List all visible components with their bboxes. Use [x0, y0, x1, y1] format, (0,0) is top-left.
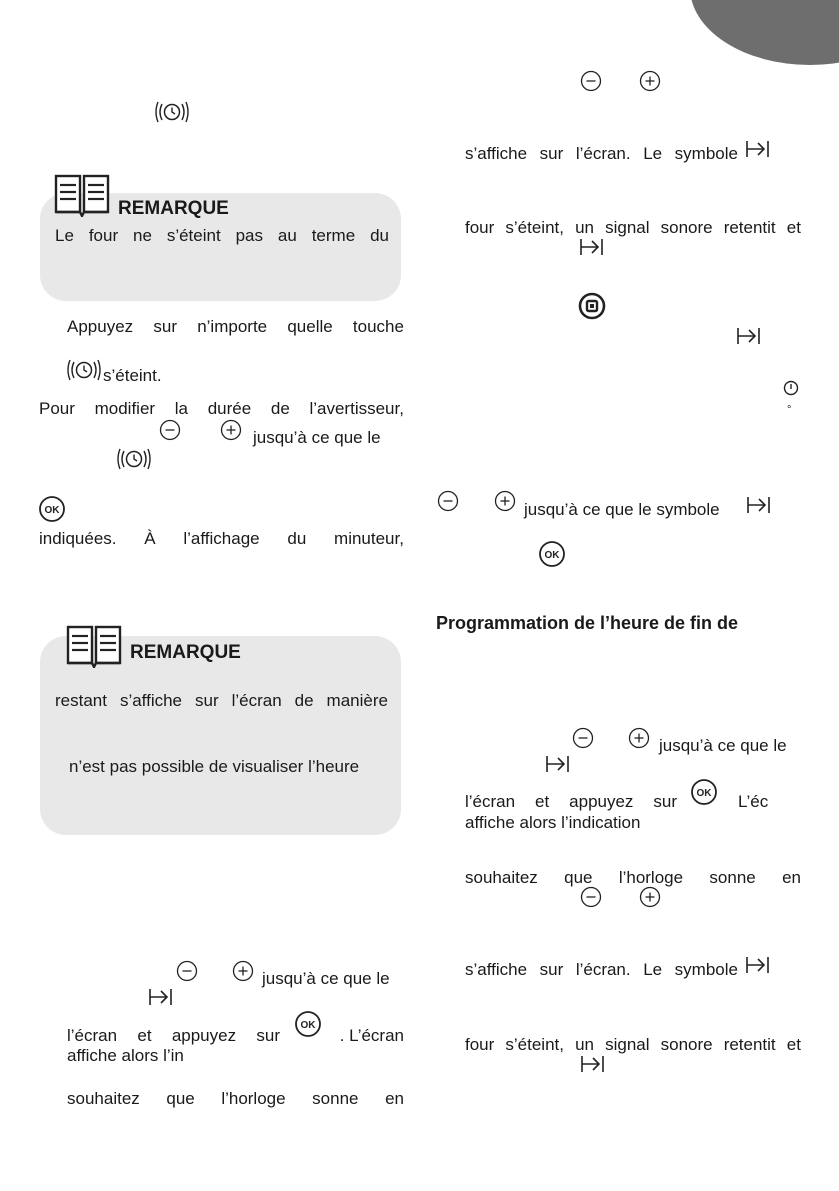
paragraph: affiche alors l’indication — [465, 813, 641, 832]
paragraph: Pour modifier la durée de l’avertisseur, — [39, 399, 404, 418]
paragraph: affiche alors l’in — [67, 1046, 184, 1065]
alarm-icon — [155, 99, 189, 125]
ok-button-icon — [294, 1010, 322, 1038]
paragraph: indiquées. À l’affichage du minuteur, — [39, 529, 404, 548]
book-icon — [66, 624, 122, 668]
paragraph: l’écran et appuyez sur — [67, 1026, 280, 1045]
minus-icon — [572, 727, 594, 749]
paragraph: souhaitez que l’horloge sonne en — [67, 1089, 404, 1108]
end-time-icon — [579, 1053, 607, 1075]
paragraph: s’affiche sur l’écran. Le symbole — [465, 960, 738, 979]
end-time-icon — [147, 986, 175, 1008]
svg-text:OK: OK — [300, 1020, 316, 1031]
paragraph: jusqu’à ce que le — [262, 969, 390, 988]
plus-icon — [639, 70, 661, 92]
paragraph: four s’éteint, un signal sonore retentit et — [465, 218, 801, 237]
end-time-icon — [744, 138, 772, 160]
ok-button-icon — [538, 540, 566, 568]
minus-icon — [580, 70, 602, 92]
degree-symbol: ° — [787, 404, 792, 416]
plus-icon — [639, 886, 661, 908]
note-text: restant s’affiche sur l’écran de manière — [55, 691, 388, 710]
paragraph: l’écran et appuyez sur — [465, 792, 677, 811]
svg-text:OK: OK — [696, 788, 712, 799]
end-time-icon — [578, 236, 606, 258]
note-text: n’est pas possible de visualiser l’heure — [69, 757, 360, 776]
page-corner-decoration — [690, 0, 839, 65]
section-heading: Programmation de l’heure de fin de — [436, 613, 739, 633]
paragraph: jusqu’à ce que le symbole — [524, 500, 720, 519]
paragraph: jusqu’à ce que le — [659, 736, 787, 755]
paragraph: L’éc — [738, 792, 769, 811]
note-text: Le four ne s’éteint pas au terme du — [55, 226, 389, 245]
plus-icon — [232, 960, 254, 982]
paragraph: jusqu’à ce que le — [253, 428, 381, 447]
note-title: REMARQUE — [118, 198, 229, 219]
minus-icon — [580, 886, 602, 908]
svg-text:OK: OK — [44, 505, 60, 516]
paragraph: Appuyez sur n’importe quelle touche — [67, 317, 404, 336]
ok-button-icon — [38, 495, 66, 523]
note-title: REMARQUE — [130, 642, 241, 663]
paragraph: s’affiche sur l’écran. Le symbole — [465, 144, 738, 163]
stop-button-icon — [578, 292, 606, 320]
end-time-icon — [735, 325, 763, 347]
alarm-icon — [67, 357, 101, 383]
end-time-icon — [744, 954, 772, 976]
paragraph: souhaitez que l’horloge sonne en — [465, 868, 801, 887]
plus-icon — [494, 490, 516, 512]
ok-button-icon — [690, 778, 718, 806]
minus-icon — [437, 490, 459, 512]
plus-icon — [220, 419, 242, 441]
minus-icon — [176, 960, 198, 982]
plus-icon — [628, 727, 650, 749]
book-icon — [54, 173, 110, 217]
paragraph: s’éteint. — [103, 366, 162, 385]
end-time-icon — [544, 753, 572, 775]
minus-icon — [159, 419, 181, 441]
alarm-icon — [117, 446, 151, 472]
end-time-icon — [745, 494, 773, 516]
paragraph: four s’éteint, un signal sonore retentit et — [465, 1035, 801, 1054]
paragraph: . L’écran — [339, 1026, 404, 1045]
svg-text:OK: OK — [544, 550, 560, 561]
power-icon — [783, 380, 799, 396]
